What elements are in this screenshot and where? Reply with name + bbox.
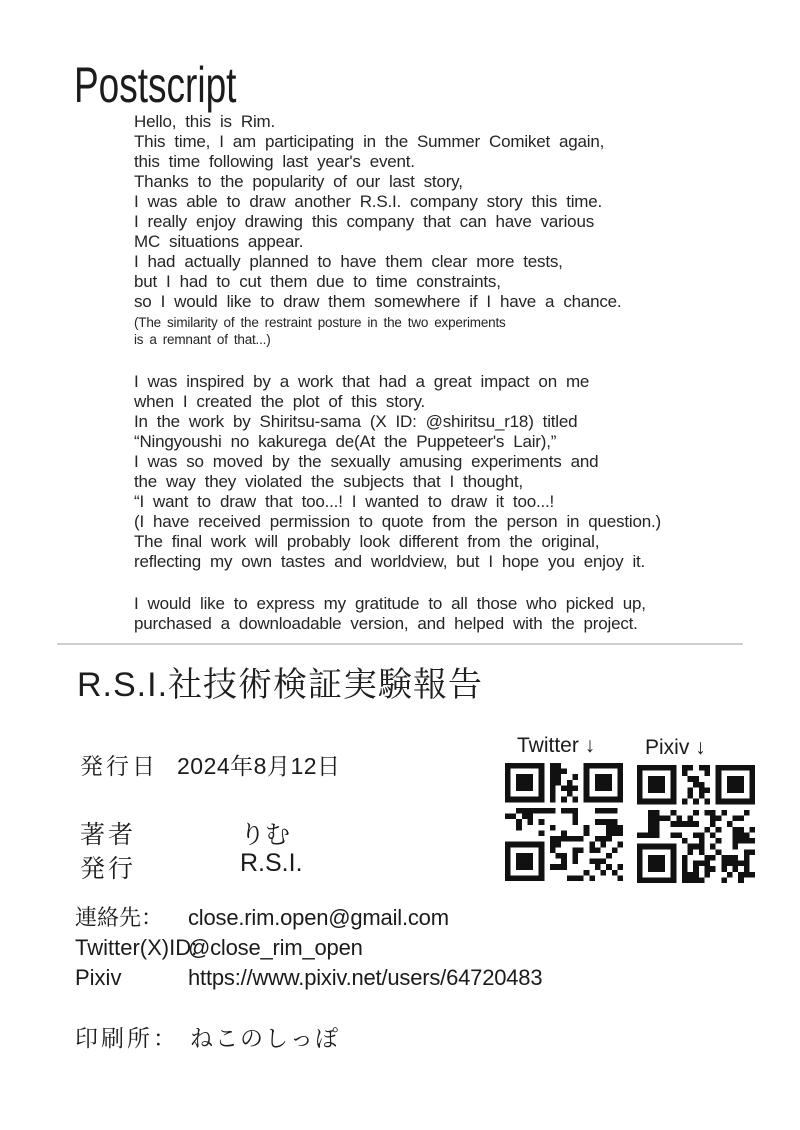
text-line: (I have received permission to quote from the person in question.) [134,512,661,531]
text-line: I was inspired by a work that had a great impact on me [134,372,590,391]
postscript-body [134,112,661,634]
page-title: Postscript [74,57,237,113]
printer-row [75,1020,340,1053]
contact-label: 連絡先： [75,905,164,930]
text-line: I really enjoy drawing this company that can have various [134,212,594,231]
text-line: “Ningyoushi no kakurega de(At the Puppeteer's Lair),” [134,432,557,451]
paragraph-1 [134,112,661,312]
publication-date-row [80,748,341,781]
paragraph-3 [134,594,661,634]
text-line: I was so moved by the sexually amusing experiments and [134,452,599,471]
text-line: I had actually planned to have them clear more tests, [134,252,563,271]
author-label: 著者 [80,821,137,849]
contact-list [75,903,542,993]
text-line-small: is a remnant of that...) [134,332,271,347]
text-line-small: (The similarity of the restraint posture in the two experiments [134,315,506,330]
publication-date-label: 発行日 [80,753,158,779]
pixiv-qr-code [637,765,755,883]
twitter-qr-code [505,763,623,881]
text-line: The final work will probably look different from the original, [134,532,600,551]
publisher-row [80,849,303,885]
publication-date-value: 2024年8月12日 [177,753,341,779]
author-value: りむ [240,821,291,849]
text-line: when I created the plot of this story. [134,392,426,411]
text-line: Thanks to the popularity of our last story, [134,172,463,191]
contact-label: Pixiv [75,965,122,990]
author-row [80,815,291,851]
printer-value: ねこのしっぽ [190,1025,340,1051]
text-line: this time following last year's event. [134,152,415,171]
twitter-qr-label: Twitter ↓ [517,734,596,757]
text-line: so I would like to draw them somewhere if I have a chance. [134,292,622,311]
publisher-label: 発行 [80,855,137,883]
contact-label: Twitter(X)ID: [75,935,198,960]
text-line: In the work by Shiritsu-sama (X ID: @shiritsu_r18) titled [134,412,578,431]
text-line: This time, I am participating in the Summer Comiket again, [134,132,605,151]
text-line: purchased a downloadable version, and helped with the project. [134,614,638,633]
text-line: the way they violated the subjects that I thought, [134,472,523,491]
publisher-value: R.S.I. [240,849,303,877]
contact-value: close.rim.open@gmail.com [188,905,449,930]
contact-value: https://www.pixiv.net/users/64720483 [188,965,543,990]
contact-value: @close_rim_open [188,935,363,960]
text-line: Hello, this is Rim. [134,112,276,131]
printer-label: 印刷所： [75,1025,179,1051]
text-line: I was able to draw another R.S.I. company story this time. [134,192,603,211]
separator-line [57,643,743,645]
paragraph-1-note [134,314,661,348]
text-line: MC situations appear. [134,232,304,251]
pixiv-qr-label: Pixiv ↓ [645,736,706,759]
text-line: but I had to cut them due to time constraints, [134,272,501,291]
colophon-heading: R.S.I.社技術検証実験報告 [77,666,484,704]
paragraph-2 [134,372,661,572]
text-line: I would like to express my gratitude to all those who picked up, [134,594,646,613]
text-line: “I want to draw that too...! I wanted to draw it too...! [134,492,555,511]
text-line: reflecting my own tastes and worldview, but I hope you enjoy it. [134,552,646,571]
